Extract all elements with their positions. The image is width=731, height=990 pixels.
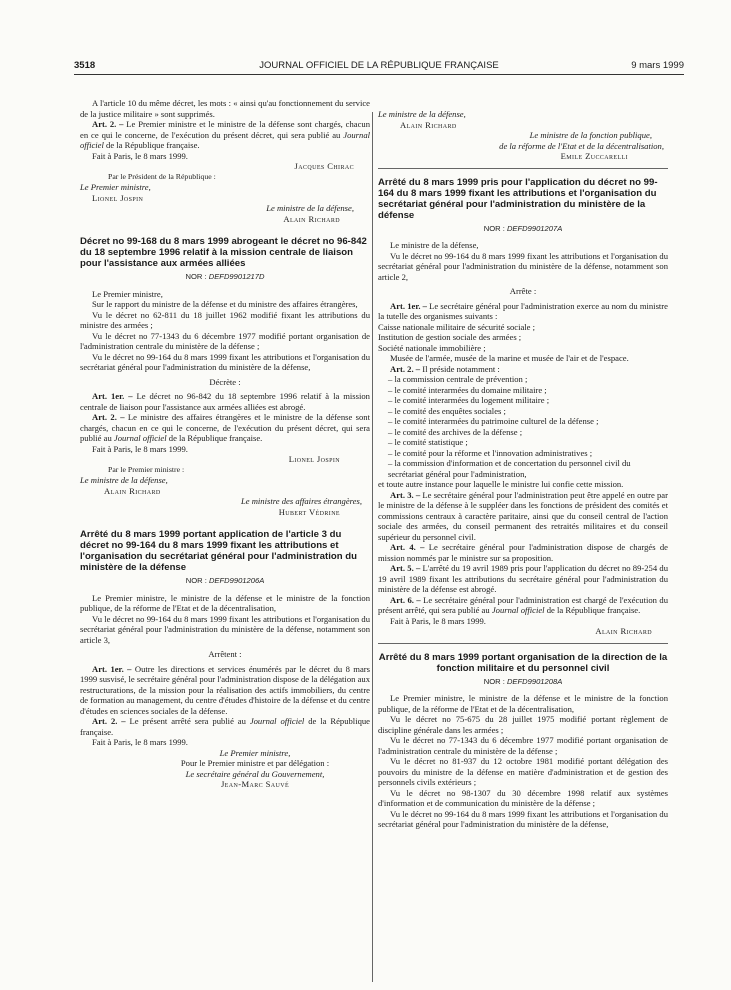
issue-date: 9 mars 1999 — [631, 60, 684, 71]
signature-title: Le ministre de la défense, — [378, 109, 466, 119]
decret-title: Décret no 99-168 du 8 mars 1999 abrogeant le décret no 96-842 du 18 septembre 1996 relatif à la mission centrale de liaison pour l'assistance aux armées alliées — [80, 236, 367, 269]
signature-title: Le ministre de la défense, — [80, 475, 168, 485]
signature: Jean-Marc Sauvé — [220, 779, 290, 789]
article: Art. 5. – L'arrêté du 19 avril 1989 pris pour l'application du décret no 89-254 du 19 avril 1989 fixant les attributions du secrétaire général pour l'administration du ministère de la défense est abrogé. — [378, 563, 668, 594]
header-rule — [74, 74, 684, 75]
paragraph: Le Premier ministre, — [92, 288, 163, 299]
signature-title: Le ministre de la fonction publique, — [529, 130, 652, 140]
paragraph: Vu le décret no 99-164 du 8 mars 1999 fixant les attributions et l'organisation du secrétariat général pour l'administration du ministère de la défense, notamment son article 2, — [378, 250, 668, 282]
fait-line: Fait à Paris, le 8 mars 1999. — [390, 615, 486, 626]
list-item: – le comité statistique ; — [388, 437, 468, 447]
signature-title: Le ministre de la défense, — [266, 203, 354, 213]
signature: Lionel Jospin — [92, 192, 144, 203]
signature: Jacques Chirac — [294, 161, 354, 171]
article: Art. 2. – Le ministre des affaires étrangères et le ministre de la défense sont chargés, chacun en ce qui le concerne, de l'exécution du présent décret, qui sera publié au Journal officiel de la République française. — [80, 412, 370, 443]
article: Art. 3. – Le secrétaire général pour l'administration peut être appelé en outre par le ministre de la défense à le suppléer dans les fonctions de président des comités et commissions centraux à caractère paritaire, ainsi que du conseil central de l'action sociale des armées, du conseil permanent des retraités militaires et du conseil supérieur du personnel civil. — [378, 489, 668, 542]
list-item: Institution de gestion sociale des armées ; — [378, 332, 522, 342]
paragraph: Vu le décret no 99-164 du 8 mars 1999 fixant les attributions et l'organisation du secrétariat général pour l'administration du ministère de la défense, — [378, 808, 668, 829]
paragraph: Le ministre de la défense, — [390, 240, 479, 250]
paragraph: Sur le rapport du ministre de la défense et du ministre des affaires étrangères, — [92, 299, 358, 309]
list-item: Société nationale immobilière ; — [378, 342, 486, 353]
arretent-heading: Arrêtent : — [208, 649, 242, 659]
section-separator — [378, 168, 668, 169]
paragraph: Le Premier ministre, le ministre de la défense et le ministre de la fonction publique, de la réforme de l'Etat et de la décentralisation, — [80, 592, 370, 613]
list-item: – le comité des enquêtes sociales ; — [388, 405, 506, 416]
paragraph: Vu le décret no 77-1343 du 6 décembre 1977 modifié portant organisation de l'administration centrale du ministère de la défense ; — [378, 735, 668, 756]
arrete-title: Arrêté du 8 mars 1999 portant organisation de la direction de la fonction militaire et du personnel civil — [378, 651, 668, 674]
paragraph: Le Premier ministre, le ministre de la défense et le ministre de la fonction publique, de la réforme de l'Etat et de la décentralisation, — [378, 693, 668, 714]
paragraph: A l'article 10 du même décret, les mots : « ainsi qu'au fonctionnement du service de la justice militaire » sont supprimés. — [80, 98, 370, 119]
article: Art. 2. – Le présent arrêté sera publié au Journal officiel de la République française. — [80, 716, 370, 737]
signature: Hubert Védrine — [278, 506, 340, 517]
arrete-heading: Arrête : — [509, 286, 537, 296]
signature: Alain Richard — [104, 485, 161, 496]
list-item: – la commission centrale de prévention ; — [388, 374, 528, 384]
decrete-heading: Décrète : — [209, 376, 241, 387]
article: Art. 1er. – Le décret no 96-842 du 18 septembre 1996 relatif à la mission centrale de liaison pour l'assistance aux armées alliées est abrogé. — [80, 391, 370, 412]
list-item: – la commission d'information et de concertation du personnel civil du secrétariat général pour l'administration, — [388, 458, 631, 479]
list-item: – le comité interarmées du domaine militaire ; — [388, 384, 547, 395]
signature: Alain Richard — [283, 213, 340, 224]
paragraph: Vu le décret no 99-164 du 8 mars 1999 fixant les attributions et l'organisation du secrétariat général pour l'administration du ministère de la défense, notamment son article 3, — [80, 613, 370, 645]
signature-title: Le ministre des affaires étrangères, — [240, 496, 362, 506]
signature-title: de la réforme de l'Etat et de la décentralisation, — [499, 140, 664, 151]
signature-intro: Par le Président de la République : — [108, 171, 216, 181]
signature-intro: Par le Premier ministre : — [108, 464, 185, 474]
list-item: – le comité interarmées du patrimoine culturel de la défense ; — [388, 416, 599, 426]
fait-line: Fait à Paris, le 8 mars 1999. — [92, 443, 188, 454]
signature: Emile Zuccarelli — [560, 151, 628, 161]
article: Art. 6. – Le secrétaire général pour l'administration est chargé de l'exécution du présent arrêté, qui sera publié au Journal officiel de la République française. — [378, 594, 668, 615]
signature-intro: Pour le Premier ministre et par délégation : — [180, 758, 330, 768]
signature: Lionel Jospin — [288, 454, 340, 464]
left-column — [80, 98, 370, 790]
paragraph: Vu le décret no 77-1343 du 6 décembre 1977 modifié portant organisation de l'administration centrale du ministère de la défense ; — [80, 330, 370, 351]
paragraph: Vu le décret no 62-811 du 18 juillet 1962 modifié fixant les attributions du ministre des armées ; — [80, 309, 370, 330]
list-item: – le comité interarmées du logement militaire ; — [388, 395, 550, 405]
signature-title: Le secrétaire général du Gouvernement, — [185, 768, 325, 779]
signature-title: Le Premier ministre, — [219, 747, 291, 758]
nor-line: NOR : DEFD9901207A — [483, 223, 563, 233]
paragraph: Vu le décret no 75-675 du 28 juillet 1975 modifié portant règlement de discipline générale dans les armées ; — [378, 714, 668, 735]
nor-line: NOR : DEFD9901206A — [185, 576, 265, 585]
paragraph: Vu le décret no 98-1307 du 30 décembre 1998 relatif aux systèmes d'information et de communication du ministère de la défense ; — [378, 787, 668, 808]
list-item: – le comité pour la réforme et l'innovation administratives ; — [388, 447, 593, 458]
article: Art. 1er. – Le secrétaire général pour l'administration exerce au nom du ministre la tutelle des organismes suivants : — [378, 300, 668, 321]
right-column — [378, 109, 668, 830]
column-divider — [372, 112, 373, 982]
paragraph: Vu le décret no 99-164 du 8 mars 1999 fixant les attributions et l'organisation du secrétariat général pour l'administration du ministère de la défense, — [80, 351, 370, 372]
section-separator — [378, 643, 668, 644]
nor-line: NOR : DEFD9901208A — [483, 676, 563, 686]
signature-title: Le Premier ministre, — [80, 182, 151, 192]
paragraph: Vu le décret no 81-937 du 12 octobre 1981 modifié portant délégation des pouvoirs du ministre de la défense en matière d'administration et de gestion des personnels civils extérieurs ; — [378, 756, 668, 787]
article: Art. 2. – Le Premier ministre et le ministre de la défense sont chargés, chacun en ce qui le concerne, de l'exécution du présent décret, qui sera publié au Journal officiel de la République française. — [80, 119, 371, 150]
article: Art. 2. – Il préside notamment : — [390, 363, 500, 374]
journal-title: JOURNAL OFFICIEL DE LA RÉPUBLIQUE FRANÇAISE — [259, 60, 499, 71]
article: Art. 1er. – Outre les directions et services énumérés par le décret du 8 mars 1999 susvisé, le secrétaire général pour l'administration dispose de la délégation aux restructurations, de la mission pour la réalisation des actifs immobiliers, du centre de formation au management, du centre d'études d'histoire de la défense et du centre d'études en sciences sociales de la défense. — [80, 663, 370, 716]
arrete-title: Arrêté du 8 mars 1999 portant application de l'article 3 du décret no 99-164 du 8 mars 1999 fixant les attributions et l'organisation du secrétariat général pour l'administration du ministère de la défense — [80, 529, 357, 573]
fait-line: Fait à Paris, le 8 mars 1999. — [92, 150, 188, 161]
nor-line: NOR : DEFD9901217D — [185, 272, 265, 281]
signature: Alain Richard — [400, 119, 457, 130]
signature: Alain Richard — [595, 626, 652, 636]
page-header — [74, 60, 684, 74]
list-item: Caisse nationale militaire de sécurité sociale ; — [378, 321, 536, 332]
page-number: 3518 — [74, 60, 96, 71]
article: Art. 4. – Le secrétaire général pour l'administration dispose de chargés de mission nommés par le ministre sur sa proposition. — [378, 542, 668, 563]
fait-line: Fait à Paris, le 8 mars 1999. — [92, 737, 188, 747]
list-item: Musée de l'armée, musée de la marine et musée de l'air et de l'espace. — [390, 353, 629, 363]
arrete-title: Arrêté du 8 mars 1999 pris pour l'application du décret no 99-164 du 8 mars 1999 fixant les attributions et l'organisation du secrétariat général pour l'administration du ministère de la défense — [378, 176, 658, 221]
paragraph: et toute autre instance pour laquelle le ministre lui confie cette mission. — [378, 479, 624, 489]
list-item: – le comité des archives de la défense ; — [388, 426, 523, 437]
